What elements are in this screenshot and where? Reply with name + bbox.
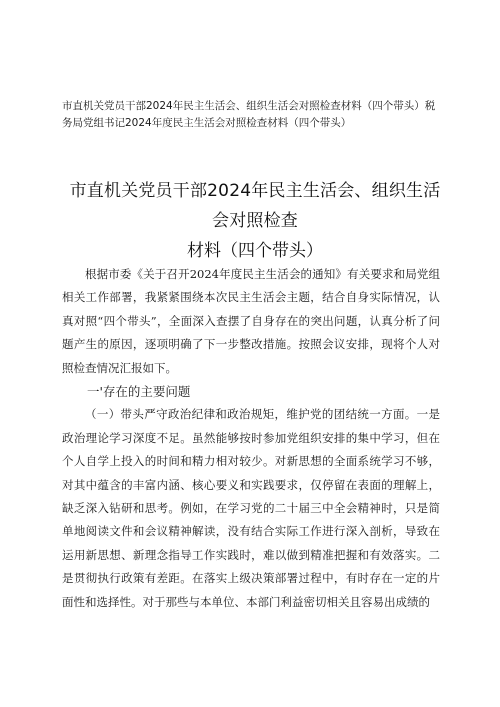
document-body	[62, 263, 440, 614]
title-line-2: 材料（四个带头）	[187, 241, 323, 261]
intro-paragraph: 根据市委《关于召开2024年度民主生活会的通知》有关要求和局党组相关工作部署，我紧紧围绕本次民主生活会主题，结合自身实际情况，认真对照“四个带头”，全面深入查摆了自身存在的突出问题，认真分析了问题产生的原因，逐项明确了下一步整改措施。按照会议安排，现将个人对照检查情况汇报如下。	[62, 267, 440, 375]
title-line-1: 市直机关党员干部2024年民主生活会、组织生活会对照检查	[69, 181, 441, 231]
section-heading: 一'存在的主要问题	[87, 384, 191, 400]
document-header: 市直机关党员干部2024年民主生活会、组织生活会对照检查材料（四个带头）税务局党组书记2024年度民主生活会对照检查材料（四个带头）	[62, 100, 436, 129]
document-title	[62, 176, 448, 266]
section-paragraph: （一）带头严守政治纪律和政治规矩，维护党的团结统一方面。一是政治理论学习深度不足。虽然能够按时参加党组织安排的集中学习，但在个人自学上投入的时间和精力相对较少。对新思想的全面系统学习不够，对其中蕴含的丰富内涵、核心要义和实践要求，仅停留在表面的理解上，缺乏深入钻研和思考。例如，在学习党的二十届三中全会精神时，只是简单地阅读文件和会议精神解读，没有结合实际工作进行深入剖析，导致在运用新思想、新理念指导工作实践时，难以做到精准把握和有效落实。二是贯彻执行政策有差距。在落实上级决策部署过程中，有时存在一定的片面性和选择性。对于那些与本单位、本部门利益密切相关且容易出成绩的	[62, 407, 440, 609]
